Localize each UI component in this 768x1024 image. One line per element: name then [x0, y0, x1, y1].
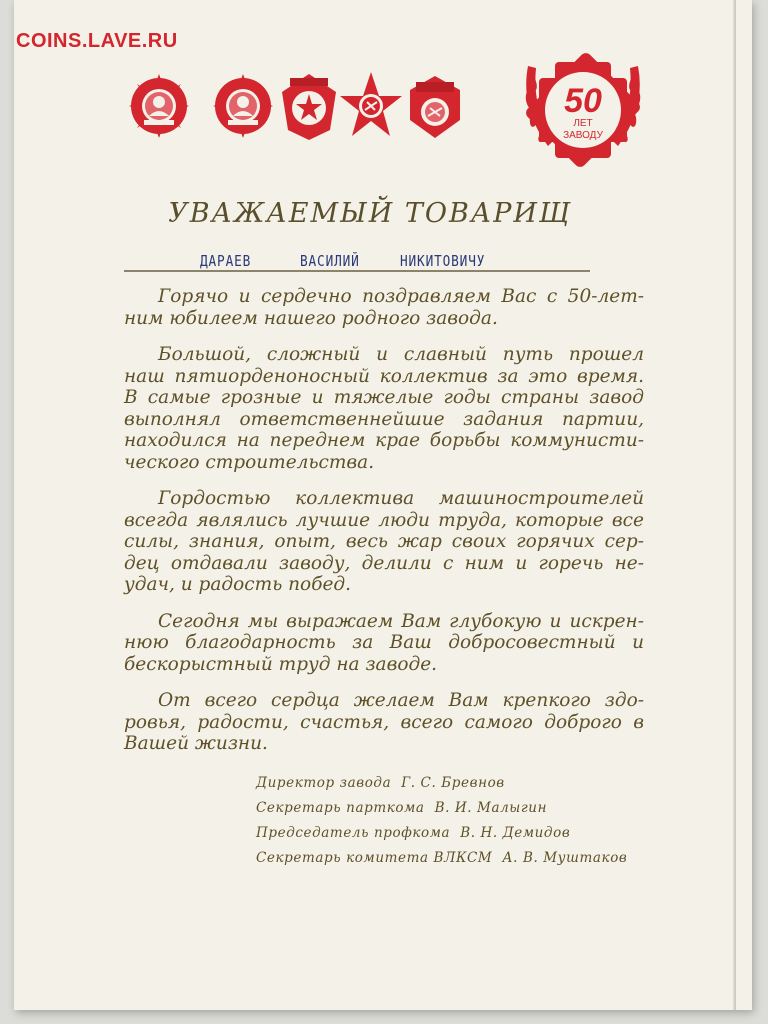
- signatory-name: В. Н. Демидов: [460, 825, 571, 841]
- patriotic-war-order-icon: [338, 70, 404, 144]
- text-line: В самые грозные и тяжелые годы страны завод: [124, 387, 644, 408]
- recipient-first-name: ВАСИЛИЙ: [300, 252, 360, 270]
- jubilee-number: 50: [564, 82, 602, 120]
- signatory-title: Председатель профкома: [256, 825, 451, 841]
- jubilee-line2: ЗАВОДУ: [563, 130, 603, 141]
- greeting-heading: УВАЖАЕМЫЙ ТОВАРИЩ: [168, 198, 572, 229]
- signatures-block: [256, 775, 656, 875]
- name-underline: [124, 270, 590, 272]
- text-line: Вашей жизни.: [124, 733, 268, 754]
- text-line: бескорыстный труд на заводе.: [124, 653, 438, 675]
- paragraph: [124, 344, 644, 473]
- signatory-title: Директор завода: [256, 775, 392, 791]
- text-line: силы, знания, опыт, весь жар своих горячих сер-: [124, 531, 644, 552]
- watermark: COINS.LAVE.RU: [16, 30, 178, 52]
- text-line: всегда являлись лучшие люди труда, которые все: [124, 509, 644, 531]
- signatory-title: Секретарь комитета ВЛКСМ: [256, 850, 493, 866]
- red-banner-order-icon: [276, 70, 342, 144]
- text-line: ровья, радости, счастья, всего самого доброго в: [124, 711, 644, 733]
- text-line: Гордостью коллектива машиностроителей: [158, 488, 644, 509]
- signatory-name: В. И. Малыгин: [434, 800, 548, 816]
- text-line: нюю благодарность за Ваш добросовестный и: [124, 632, 644, 653]
- text-line: Большой, сложный и славный путь прошел: [158, 344, 644, 365]
- text-line: От всего сердца желаем Вам крепкого здо-: [158, 690, 644, 711]
- paragraph: [124, 286, 644, 329]
- recipient-last-name: ДАРАЕВ: [200, 252, 252, 270]
- text-line: Сегодня мы выражаем Вам глубокую и искрен-: [158, 610, 644, 632]
- signatory-name: А. В. Муштаков: [502, 850, 628, 866]
- signature-row: [256, 825, 656, 850]
- signatory-title: Секретарь парткома: [256, 800, 425, 816]
- text-line: ческого строительства.: [124, 451, 375, 473]
- paragraph: [124, 488, 644, 596]
- signature-row: [256, 850, 656, 875]
- text-line: наш пятиорденоносный коллектив за это время.: [124, 365, 644, 387]
- letter-body: [124, 286, 644, 770]
- jubilee-line1: ЛЕТ: [573, 118, 593, 129]
- text-line: находился на переднем крае борьбы коммунисти-: [124, 430, 644, 451]
- paragraph: [124, 611, 644, 676]
- lenin-order-icon: [126, 70, 192, 144]
- lenin-order-2-icon: [210, 70, 276, 144]
- signature-row: [256, 800, 656, 825]
- text-line: Горячо и сердечно поздравляем Вас с 50-лет-: [158, 286, 644, 307]
- signatory-name: Г. С. Бревнов: [401, 775, 505, 791]
- sheet-edge: [733, 0, 736, 1010]
- red-banner-of-labour-order-icon: [402, 70, 468, 144]
- text-line: ним юбилеем нашего родного завода.: [124, 307, 498, 329]
- signature-row: [256, 775, 656, 800]
- text-line: выполнял ответственнейшие задания партии,: [124, 408, 644, 430]
- text-line: дец отдавали заводу, делили с ним и горечь не-: [124, 552, 644, 574]
- jubilee-emblem: [518, 48, 648, 173]
- paragraph: [124, 690, 644, 755]
- text-line: удач, и радость побед.: [124, 574, 352, 595]
- recipient-patronymic: НИКИТОВИЧУ: [400, 252, 486, 270]
